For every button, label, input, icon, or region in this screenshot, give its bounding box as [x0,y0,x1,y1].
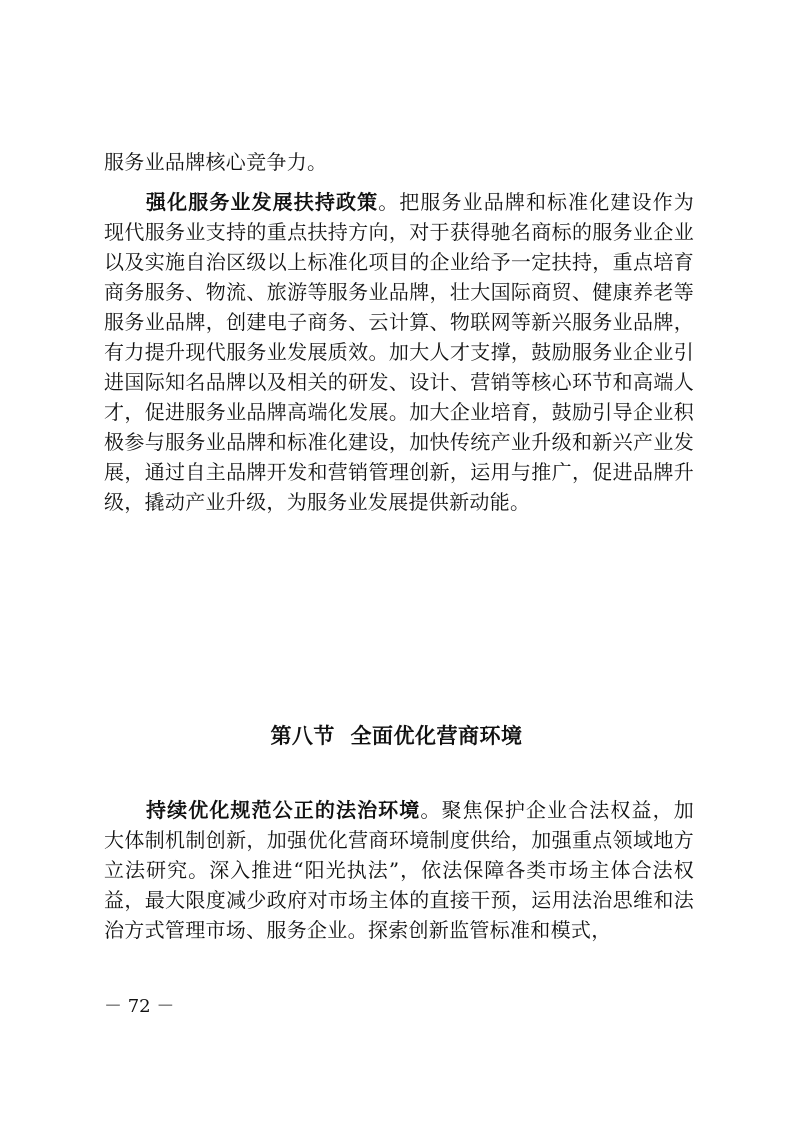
paragraph-service-policy [104,187,694,517]
paragraph-continuation [104,147,694,177]
page-number: － 72 － [104,996,175,1017]
paragraph-lead: 持续优化规范公正的法治环境 [146,798,421,822]
paragraph-lead: 强化服务业发展扶持政策 [146,190,379,214]
paragraph-text: 。聚焦保护企业合法权益，加大体制机制创新，加强优化营商环境制度供给，加强重点领域地方立法研究。深入推进“阳光执法”，依法保障各类市场主体合法权益，最大限度减少政府对市场主体的直接干预，运用法治思维和法治方式管理市场、服务企业。探索创新监管标准和模式， [104,798,694,942]
section-heading: 第八节 全面优化营商环境 [270,724,523,748]
paragraph-text: 。把服务业品牌和标准化建设作为现代服务业支持的重点扶持方向，对于获得驰名商标的服务业企业以及实施自治区级以上标准化项目的企业给予一定扶持，重点培育商务服务、物流、旅游等服务业品牌，壮大国际商贸、健康养老等服务业品牌，创建电子商务、云计算、物联网等新兴服务业品牌，有力提升现代服务业发展质效。加大人才支撑，鼓励服务业企业引进国际知名品牌以及相关的研发、设计、营销等核心环节和高端人才，促进服务业品牌高端化发展。加大企业培育，鼓励引导企业积极参与服务业品牌和标准化建设，加快传统产业升级和新兴产业发展，通过自主品牌开发和营销管理创新，运用与推广，促进品牌升级，撬动产业升级，为服务业发展提供新动能。 [104,190,694,514]
paragraph-legal-environment [104,795,694,945]
paragraph-text: 服务业品牌核心竞争力。 [104,150,328,174]
